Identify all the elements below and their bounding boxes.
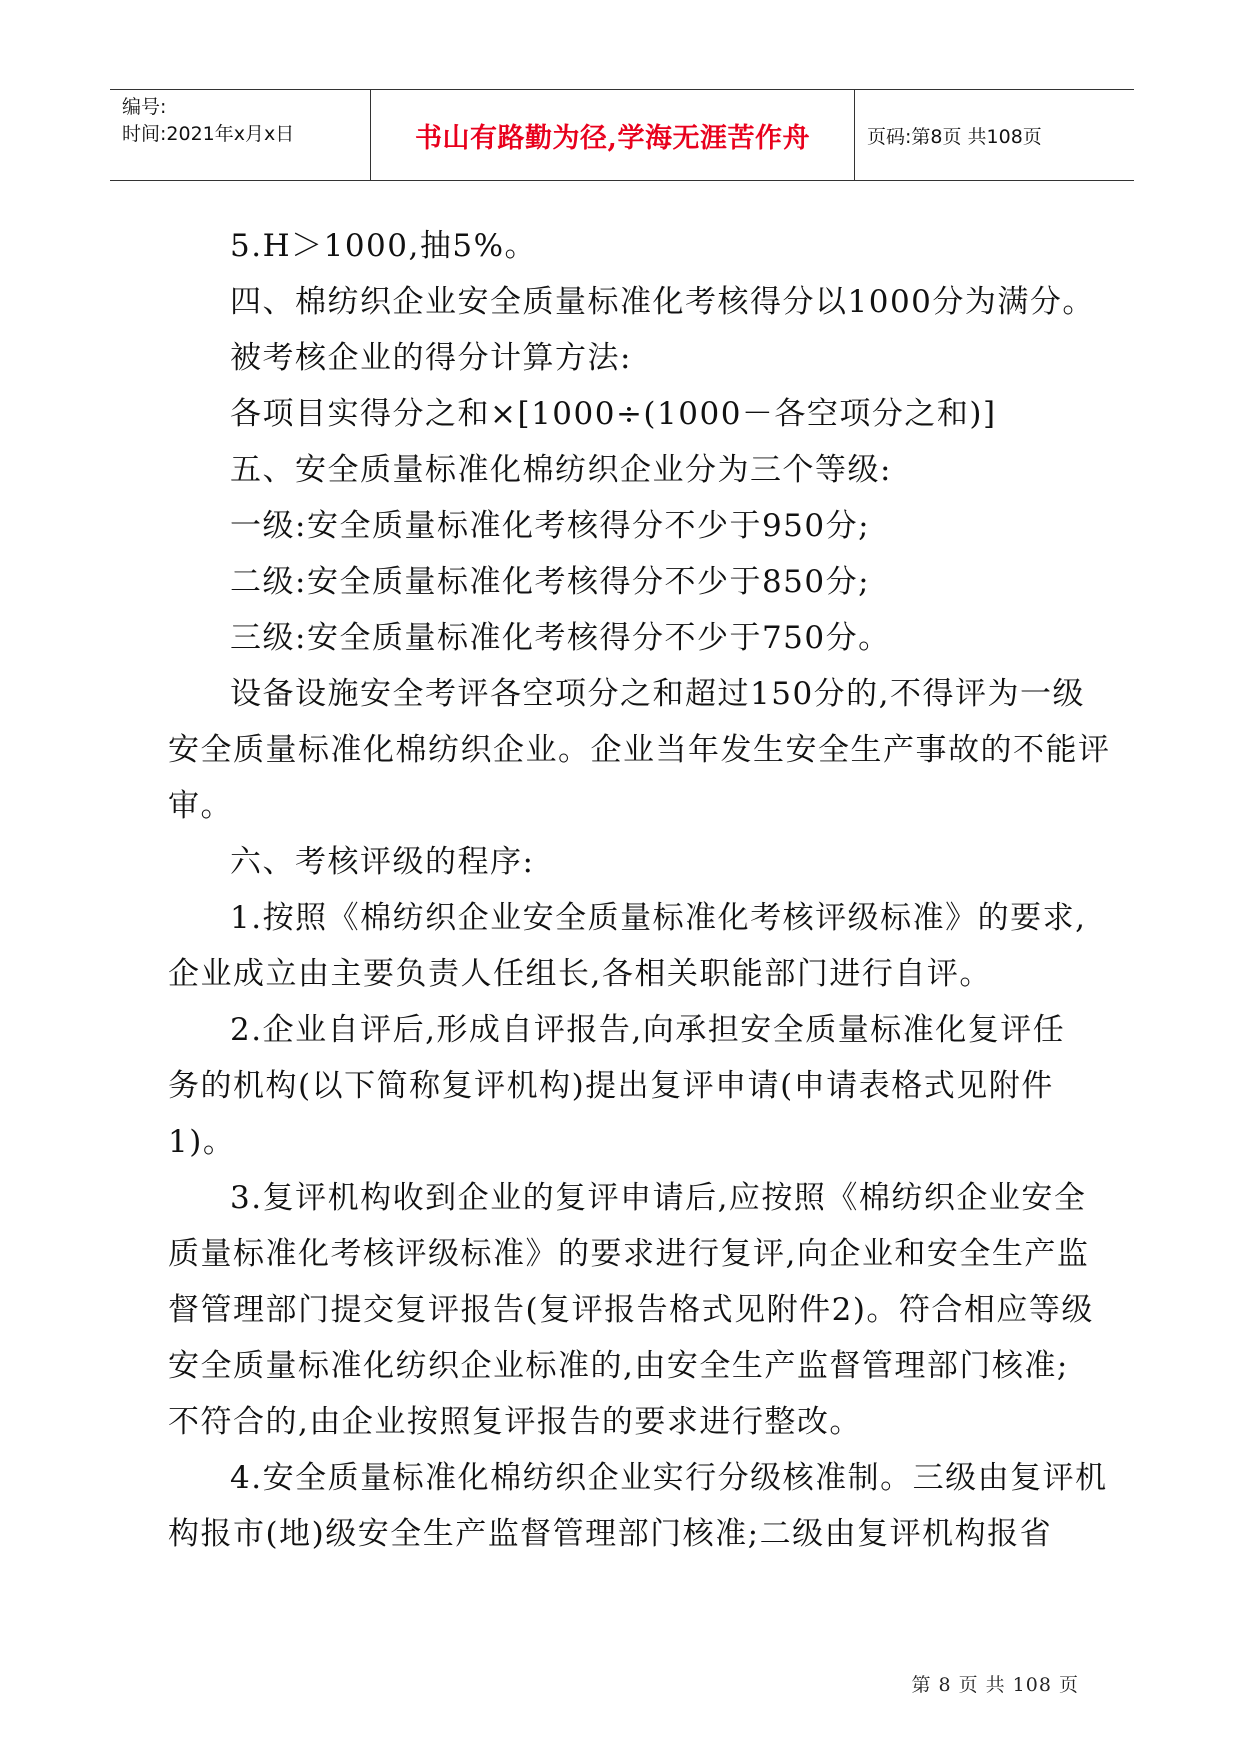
body-line: 不符合的,由企业按照复评报告的要求进行整改。: [168, 1404, 862, 1440]
body-line: 设备设施安全考评各空项分之和超过150分的,不得评为一级: [230, 676, 1086, 712]
body-line: 审。: [168, 788, 233, 824]
header-middle-cell: [371, 90, 855, 180]
body-line: 三级:安全质量标准化考核得分不少于750分。: [230, 620, 891, 656]
body-line: 安全质量标准化纺织企业标准的,由安全生产监督管理部门核准;: [168, 1348, 1069, 1384]
page-header: [110, 89, 1134, 181]
body-line: 六、考核评级的程序:: [230, 844, 535, 880]
body-line: 务的机构(以下简称复评机构)提出复评申请(申请表格式见附件: [168, 1068, 1054, 1104]
body-line: 企业成立由主要负责人任组长,各相关职能部门进行自评。: [168, 956, 992, 992]
page-code: 页码:第8页 共108页: [867, 125, 1042, 148]
body-line: 二级:安全质量标准化考核得分不少于850分;: [230, 564, 871, 600]
body-line: 5.H＞1000,抽5%。: [230, 228, 538, 264]
body-line: 构报市(地)级安全生产监督管理部门核准;二级由复评机构报省: [168, 1516, 1053, 1552]
body-line: 督管理部门提交复评报告(复评报告格式见附件2)。符合相应等级: [168, 1292, 1094, 1328]
body-line: 2.企业自评后,形成自评报告,向承担安全质量标准化复评任: [230, 1012, 1066, 1048]
body-line: 质量标准化考核评级标准》的要求进行复评,向企业和安全生产监: [168, 1236, 1090, 1272]
body-line: 四、棉纺织企业安全质量标准化考核得分以1000分为满分。: [230, 284, 1095, 320]
body-line: 五、安全质量标准化棉纺织企业分为三个等级:: [230, 452, 892, 488]
body-line: 一级:安全质量标准化考核得分不少于950分;: [230, 508, 871, 544]
body-line: 安全质量标准化棉纺织企业。企业当年发生安全生产事故的不能评: [168, 732, 1111, 768]
time-label: 时间:2021年x月x日: [122, 123, 295, 145]
page-footer: 第 8 页 共 108 页: [911, 1674, 1079, 1696]
body-line: 1.按照《棉纺织企业安全质量标准化考核评级标准》的要求,: [230, 900, 1087, 936]
body-line: 1)。: [168, 1124, 236, 1160]
header-right-cell: [855, 90, 1134, 180]
body-line: 4.安全质量标准化棉纺织企业实行分级核准制。三级由复评机: [230, 1460, 1108, 1496]
body-line: 3.复评机构收到企业的复评申请后,应按照《棉纺织企业安全: [230, 1180, 1087, 1216]
document-body: [168, 218, 1111, 1562]
body-line: 被考核企业的得分计算方法:: [230, 340, 632, 376]
motto-text: 书山有路勤为径,学海无涯苦作舟: [415, 122, 810, 154]
serial-label: 编号:: [122, 96, 167, 118]
header-left-cell: [110, 90, 371, 180]
body-line: 各项目实得分之和×[1000÷(1000－各空项分之和)]: [230, 396, 997, 432]
